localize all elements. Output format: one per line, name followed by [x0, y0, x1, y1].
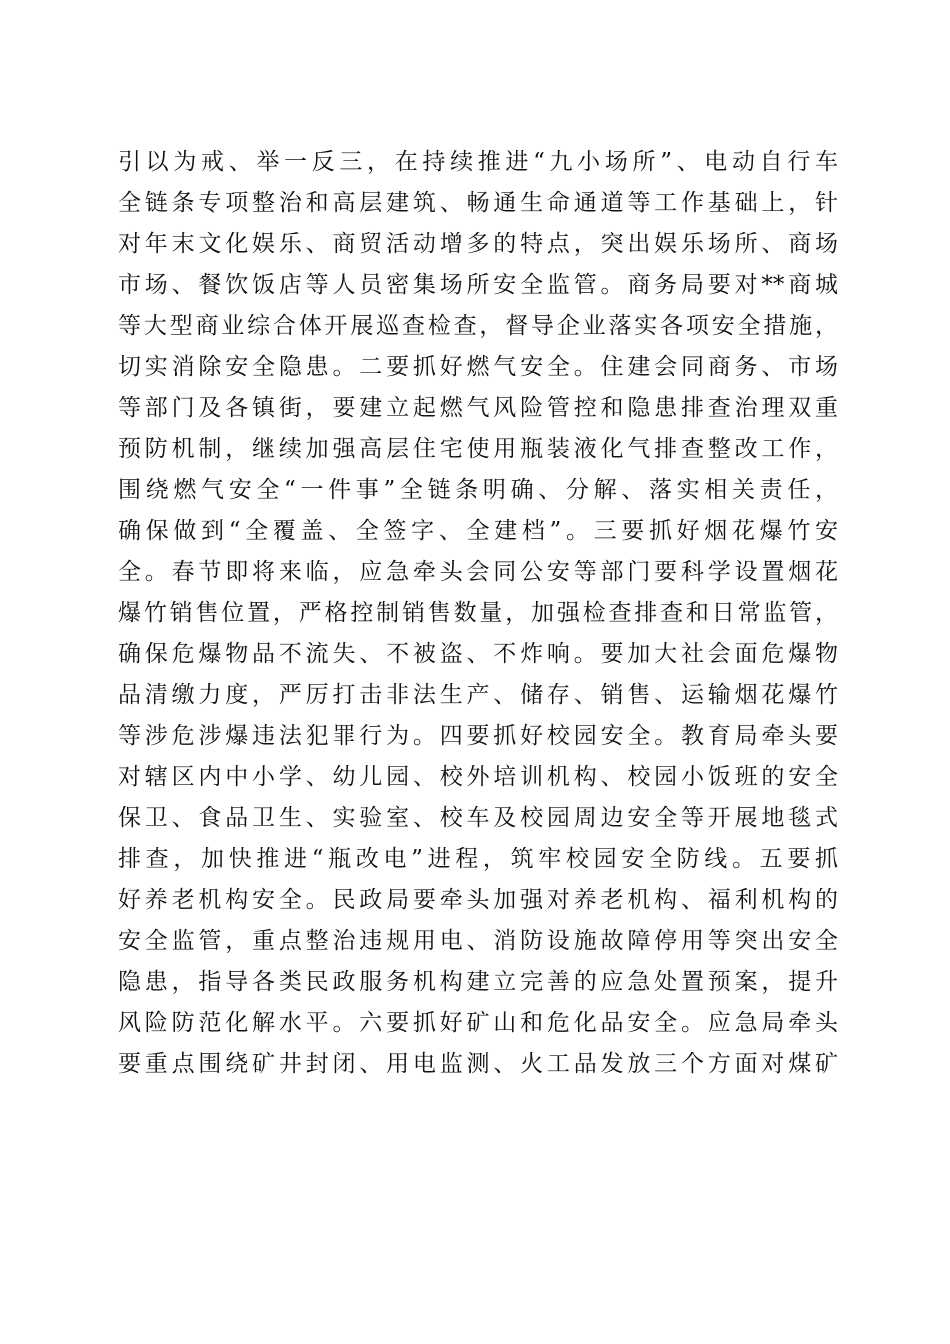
body-paragraph [118, 142, 838, 1085]
text-line: 爆竹销售位置，严格控制销售数量，加强检查排查和日常监管， [118, 600, 838, 626]
text-line: 风险防范化解水平。六要抓好矿山和危化品安全。应急局牵头 [118, 1010, 838, 1036]
text-line: 全链条专项整治和高层建筑、畅通生命通道等工作基础上，针 [118, 190, 838, 216]
text-line: 安全监管，重点整治违规用电、消防设施故障停用等突出安全 [118, 928, 838, 954]
text-line: 要重点围绕矿井封闭、用电监测、火工品发放三个方面对煤矿 [118, 1051, 838, 1077]
text-line: 品清缴力度，严厉打击非法生产、储存、销售、运输烟花爆竹 [118, 682, 838, 708]
text-line: 确保做到“全覆盖、全签字、全建档”。三要抓好烟花爆竹安 [118, 518, 838, 544]
text-line: 等涉危涉爆违法犯罪行为。四要抓好校园安全。教育局牵头要 [118, 723, 838, 749]
text-line: 对辖区内中小学、幼儿园、校外培训机构、校园小饭班的安全 [118, 764, 838, 790]
text-line: 排查，加快推进“瓶改电”进程，筑牢校园安全防线。五要抓 [118, 846, 838, 872]
text-line: 全。春节即将来临，应急牵头会同公安等部门要科学设置烟花 [118, 559, 838, 585]
text-line: 市场、餐饮饭店等人员密集场所安全监管。商务局要对**商城 [118, 272, 838, 298]
text-line: 对年末文化娱乐、商贸活动增多的特点，突出娱乐场所、商场 [118, 231, 838, 257]
text-line: 等部门及各镇街，要建立起燃气风险管控和隐患排查治理双重 [118, 395, 838, 421]
text-line: 引以为戒、举一反三，在持续推进“九小场所”、电动自行车 [118, 149, 838, 175]
text-line: 好养老机构安全。民政局要牵头加强对养老机构、福利机构的 [118, 887, 838, 913]
text-line: 切实消除安全隐患。二要抓好燃气安全。住建会同商务、市场 [118, 354, 838, 380]
text-line: 确保危爆物品不流失、不被盗、不炸响。要加大社会面危爆物 [118, 641, 838, 667]
text-line: 等大型商业综合体开展巡查检查，督导企业落实各项安全措施， [118, 313, 838, 339]
text-line: 预防机制，继续加强高层住宅使用瓶装液化气排查整改工作， [118, 436, 838, 462]
text-line: 保卫、食品卫生、实验室、校车及校园周边安全等开展地毯式 [118, 805, 838, 831]
text-line: 围绕燃气安全“一件事”全链条明确、分解、落实相关责任， [118, 477, 838, 503]
text-line: 隐患，指导各类民政服务机构建立完善的应急处置预案，提升 [118, 969, 838, 995]
